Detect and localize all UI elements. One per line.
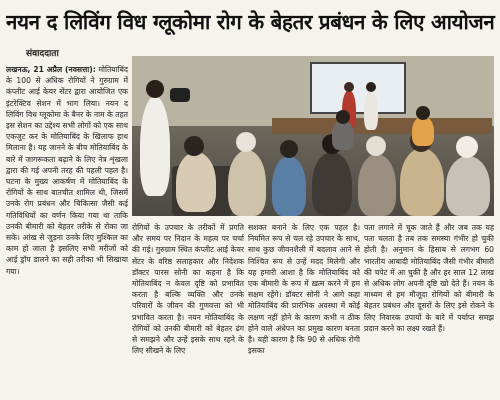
event-photo bbox=[132, 56, 494, 216]
column-3-text: सशक्त बनाने के लिए एक पहल है। नियमित रूप से चल रहे उपचार के साथ, साथ कुछ जीवनशैली में बदलाव आने से निश्चित रूप से उन्हें मदद मिलेगी और यह हमारी आशा है कि मोतियाबिंद को एक बीमारी के रूप में ख़त्म करने में हम सक्षम रहेंगे। डॉक्टर सोनी ने आगे कहा मोतियाबिंद की प्रारंभिक अवस्था में कोई लक्षण नहीं होने के कारण कभी न ठीक होने वाले अंधेपन का प्रमुख कारण बनता है। यही कारण है कि 90 से अधिक रोगी इसका bbox=[248, 223, 360, 356]
column-2-text: रोगियों के उपचार के तरीकों में प्रगति और समय पर निदान के महत्व पर चर्चा की गई। गुरुग्राम स्थित कंप्लीट आई केयर सेंटर के वरिष्ठ सलाहकार और निदेशक डॉक्टर पारस सोनी का कहना है कि मोतियाबिंद न केवल दृष्टि को प्रभावित करता है बल्कि व्यक्ति और उनके परिवारों के जीवन की गुणवत्ता को भी प्रभावित करता है। नयन मोतियाबिंद के रोगियों को उनकी बीमारी को बेहतर ढंग से समझने और उन्हें इसके साथ रहने के लिए सीखने के लिए bbox=[132, 223, 244, 356]
column-4-text: पता लगाने में चूक जाते हैं और जब तक यह पता चलता है तब तक समस्या गंभीर हो चुकी होती है। अनुमान के हिसाब से लगभग 60 भारतीय आबादी मोतियाबिंद जैसी गंभीर बीमारी की चपेट में आ चुकी है और हर साल 12 लाख से अधिक लोग अपनी दृष्टि खो देते हैं। नयन के माध्यम से हम मौजूदा रोगियों को बीमारी के बेहतर प्रबंधन और दूसरों के लिए इसे रोकने के लिए निवारक उपायों के बारे में पर्याप्त समझ प्रदान करने का लक्ष्य रखते हैं। bbox=[364, 223, 494, 333]
article-column-3 bbox=[248, 222, 360, 398]
article-column-4 bbox=[364, 222, 494, 398]
article-column-1 bbox=[6, 64, 128, 396]
projection-screen bbox=[310, 62, 406, 114]
byline: संवाददाता bbox=[26, 49, 59, 59]
headline: नयन द लिविंग विध ग्लूकोमा रोग के बेहतर प्रबंधन के लिए आयोजन bbox=[6, 10, 495, 34]
dateline: लखनऊ, 21 अप्रैल (नवसत्ता): bbox=[6, 65, 96, 74]
article-column-2 bbox=[132, 222, 244, 398]
column-1-text: मोतियाबिंद के 100 से अधिक रोगियों ने गुरुग्राम में कंप्लीट आई केयर सेंटर द्वारा आयोजित एक इंटरेक्टिव सेशन में भाग लिया। नयन द लिविंग विध ग्लूकोमा के बैनर के नाम के तहत इस सेशन का उद्देश्य सभी लोगों को एक साथ एकजुट कर के मोतियाबिंद के खिलाफ हाथ मिलाना है। यह जानने के बीच मोतियाबिंद के बारे में जागरूकता बढ़ाने के लिए नेत्र शृंखला द्वारा की गई अपनी तरह की पहली पहल है। घटना के मुख्य आकर्षण में मोतियाबिंद के रोगियों के साथ बातचीत शामिल थी, जिसमें उनके रोग प्रबंधन और चिकित्सा जैसी कई गतिविधियों का वर्णन किया गया था ताकि उनकी बीमारी को बेहतर तरीके से रोका जा सके। आंख से जुड़ना उनके लिए मुश्किल का काम हो जाता है इसलिए सभी मरीजों को आई ड्रॉप डालने का सही तरीका भी सिखाया गया। bbox=[6, 65, 128, 276]
